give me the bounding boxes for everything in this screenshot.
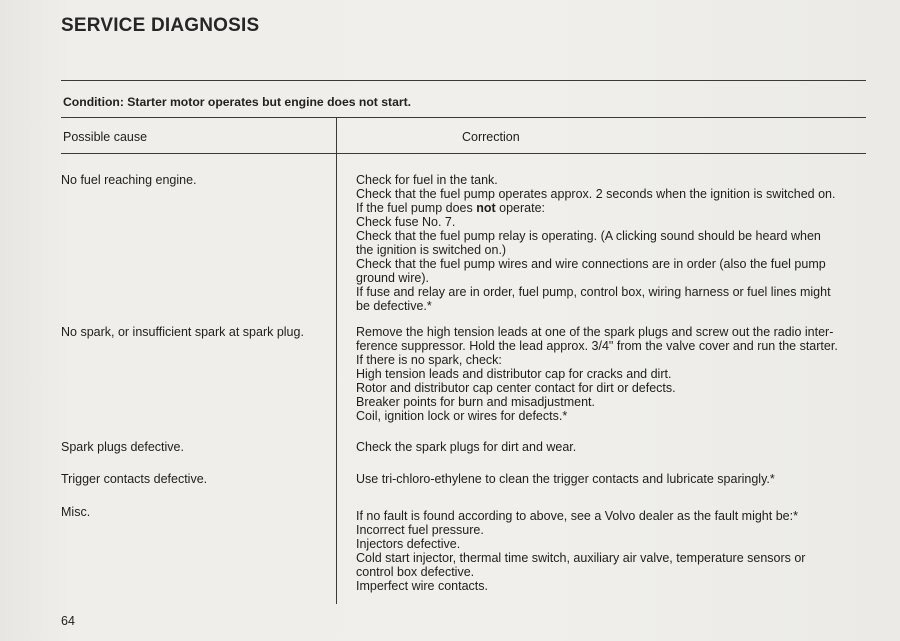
correction-line: Check that the fuel pump relay is operating. (A clicking sound should be heard when bbox=[356, 229, 821, 243]
emphasis-not: not bbox=[476, 201, 496, 215]
text-part: operate: bbox=[495, 201, 545, 215]
correction-line: Incorrect fuel pressure. bbox=[356, 523, 484, 537]
correction-line: Cold start injector, thermal time switch, auxiliary air valve, temperature sensors or bbox=[356, 551, 806, 565]
correction-line: Imperfect wire contacts. bbox=[356, 579, 488, 593]
cause-no-fuel: No fuel reaching engine. bbox=[61, 173, 197, 187]
page-title: SERVICE DIAGNOSIS bbox=[61, 15, 260, 36]
header-rule bbox=[61, 153, 866, 154]
correction-line: If there is no spark, check: bbox=[356, 353, 502, 367]
column-header-correction: Correction bbox=[462, 130, 520, 144]
top-rule bbox=[61, 80, 866, 81]
correction-line: control box defective. bbox=[356, 565, 475, 579]
text-part: If the fuel pump does bbox=[356, 201, 477, 215]
correction-line: the ignition is switched on.) bbox=[356, 243, 507, 257]
correction-line: Remove the high tension leads at one of the spark plugs and screw out the radio inter- bbox=[356, 325, 834, 339]
correction-line: High tension leads and distributor cap for cracks and dirt. bbox=[356, 367, 672, 381]
correction-misc bbox=[356, 509, 876, 593]
page-number: 64 bbox=[61, 614, 75, 628]
correction-line: Injectors defective. bbox=[356, 537, 461, 551]
correction-line: Check the spark plugs for dirt and wear. bbox=[356, 440, 577, 454]
correction-line: ground wire). bbox=[356, 271, 429, 285]
correction-line: Breaker points for burn and misadjustment. bbox=[356, 395, 596, 409]
correction-line: Coil, ignition lock or wires for defects.* bbox=[356, 409, 568, 423]
column-header-possible-cause: Possible cause bbox=[63, 130, 148, 144]
correction-line: If fuse and relay are in order, fuel pump, control box, wiring harness or fuel lines might bbox=[356, 285, 831, 299]
correction-line: Use tri-chloro-ethylene to clean the trigger contacts and lubricate sparingly.* bbox=[356, 472, 775, 486]
correction-line: be defective.* bbox=[356, 299, 432, 313]
cause-spark-plugs: Spark plugs defective. bbox=[61, 440, 184, 454]
cause-no-spark: No spark, or insufficient spark at spark plug. bbox=[61, 325, 304, 339]
correction-spark-plugs bbox=[356, 440, 876, 454]
correction-line: Check that the fuel pump operates approx. 2 seconds when the ignition is switched on. bbox=[356, 187, 836, 201]
condition-heading: Condition: Starter motor operates but engine does not start. bbox=[63, 95, 412, 109]
correction-line bbox=[356, 201, 876, 215]
condition-rule bbox=[61, 117, 866, 118]
correction-trigger-contacts bbox=[356, 472, 876, 486]
correction-line: ference suppressor. Hold the lead approx. 3/4" from the valve cover and run the starter. bbox=[356, 339, 838, 353]
cause-trigger-contacts: Trigger contacts defective. bbox=[61, 472, 208, 486]
correction-no-fuel bbox=[356, 173, 876, 313]
correction-line: Check that the fuel pump wires and wire connections are in order (also the fuel pump bbox=[356, 257, 826, 271]
correction-line: Check for fuel in the tank. bbox=[356, 173, 498, 187]
correction-no-spark bbox=[356, 325, 876, 423]
correction-line: Check fuse No. 7. bbox=[356, 215, 456, 229]
cause-misc: Misc. bbox=[61, 505, 91, 519]
column-divider bbox=[336, 118, 337, 604]
correction-line: If no fault is found according to above, see a Volvo dealer as the fault might be:* bbox=[356, 509, 798, 523]
correction-line: Rotor and distributor cap center contact for dirt or defects. bbox=[356, 381, 676, 395]
